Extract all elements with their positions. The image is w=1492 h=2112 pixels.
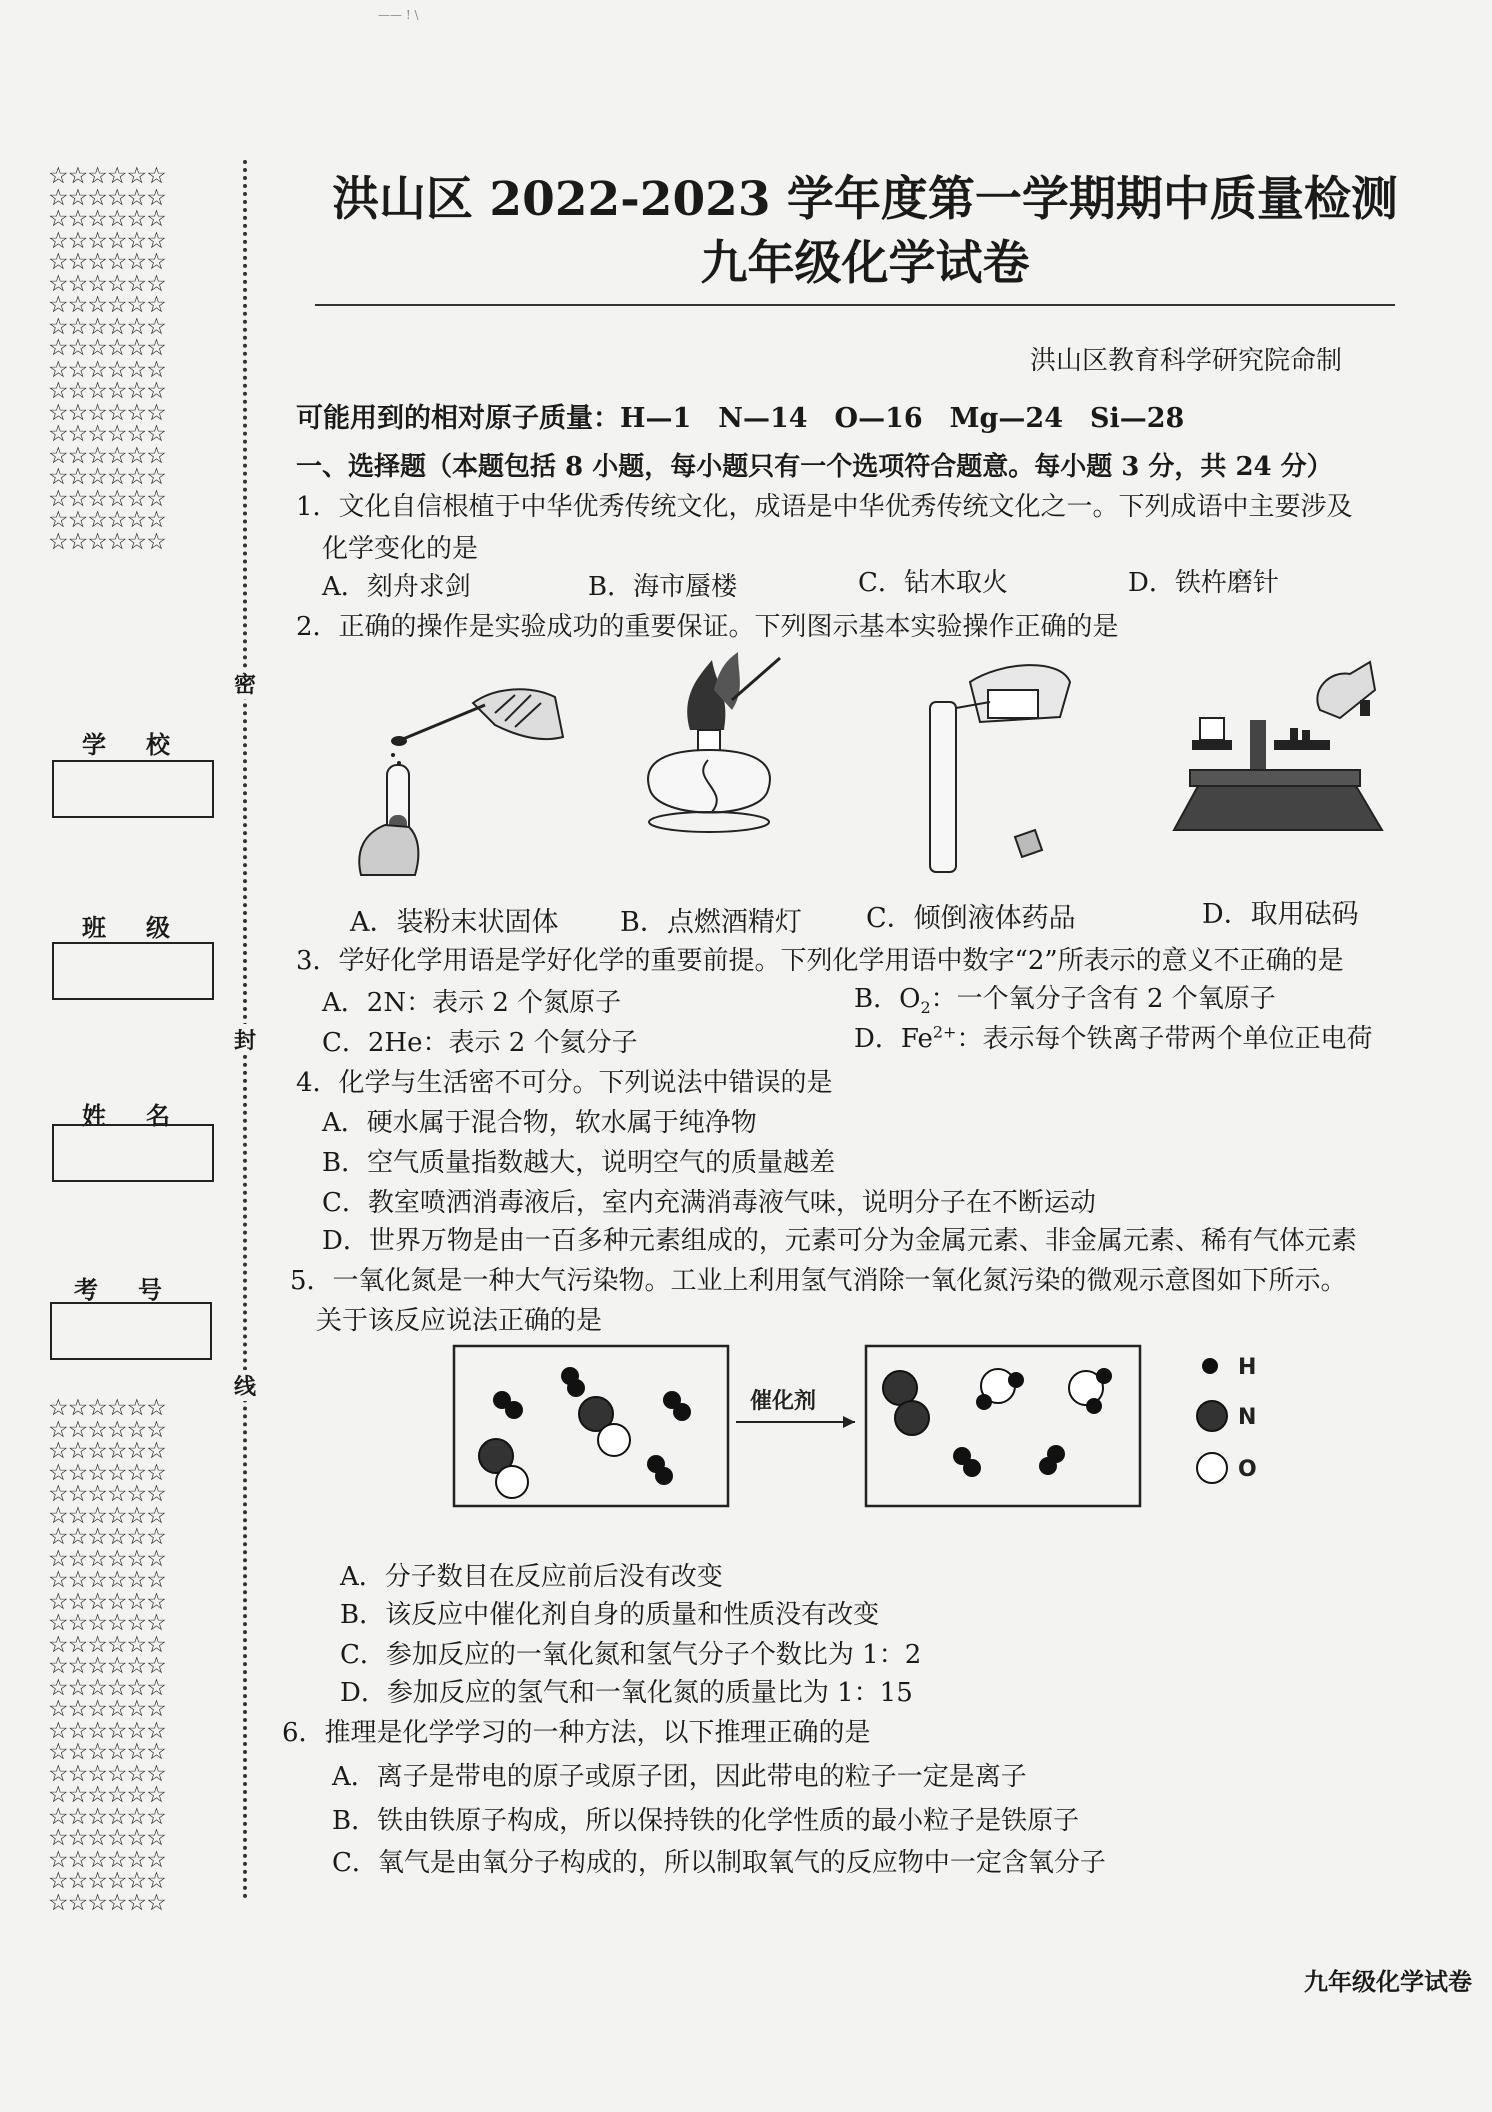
school-label: 学校 bbox=[82, 730, 210, 759]
q6-option-a: A．离子是带电的原子或原子团，因此带电的粒子一定是离子 bbox=[332, 1762, 1027, 1792]
exam-number-field[interactable] bbox=[50, 1302, 212, 1360]
catalyst-label: 催化剂 bbox=[750, 1389, 817, 1414]
atomic-masses: 可能用到的相对原子质量：H—1 N—14 O—16 Mg—24 Si—28 bbox=[296, 403, 1185, 434]
page-footer: 九年级化学试卷 bbox=[1304, 1967, 1472, 1996]
star-pattern-top: ☆☆☆☆☆☆ ☆☆☆☆☆☆ ☆☆☆☆☆☆ ☆☆☆☆☆☆ ☆☆☆☆☆☆ ☆☆☆☆☆☆ ☆☆☆☆☆☆ ☆☆☆☆☆☆ ☆☆☆☆☆☆ ☆☆☆☆☆☆ ☆☆☆☆☆☆ ☆☆☆☆☆☆ ☆☆☆☆☆☆ ☆☆☆☆☆☆ ☆☆☆☆☆☆ ☆☆☆☆☆☆ ☆☆☆☆☆☆ ☆☆☆☆☆☆ bbox=[48, 163, 166, 555]
powder-loading-figure bbox=[355, 665, 575, 880]
q6-stem: 6．推理是化学学习的一种方法，以下推理正确的是 bbox=[282, 1718, 871, 1748]
legend-o: O bbox=[1238, 1457, 1257, 1482]
balance-figure bbox=[1170, 660, 1390, 860]
exam-number-label: 考号 bbox=[74, 1275, 202, 1304]
seal-char-feng: 封 bbox=[234, 1024, 256, 1055]
q1-stem-line1: 1．文化自信根植于中华优秀传统文化，成语是中华优秀传统文化之一。下列成语中主要涉及 bbox=[296, 492, 1353, 522]
q3-stem: 3．学好化学用语是学好化学的重要前提。下列化学用语中数字“2”所表示的意义不正确的是 bbox=[296, 946, 1344, 976]
q2-caption-b: B．点燃酒精灯 bbox=[620, 907, 802, 938]
seal-char-mi: 密 bbox=[234, 668, 256, 699]
oxygen-atom-icon bbox=[1197, 1453, 1227, 1483]
q2-caption-c: C．倾倒液体药品 bbox=[866, 903, 1076, 934]
seal-char-xian: 线 bbox=[234, 1370, 256, 1401]
q4-stem: 4．化学与生活密不可分。下列说法中错误的是 bbox=[296, 1068, 833, 1098]
legend-h: H bbox=[1238, 1355, 1257, 1380]
class-field[interactable] bbox=[52, 942, 214, 1000]
alcohol-lamp-figure bbox=[620, 640, 800, 880]
q6-option-b: B．铁由铁原子构成，所以保持铁的化学性质的最小粒子是铁原子 bbox=[332, 1806, 1080, 1836]
name-label: 姓名 bbox=[82, 1101, 210, 1130]
q2-stem: 2．正确的操作是实验成功的重要保证。下列图示基本实验操作正确的是 bbox=[296, 612, 1119, 642]
star-pattern-bottom: ☆☆☆☆☆☆ ☆☆☆☆☆☆ ☆☆☆☆☆☆ ☆☆☆☆☆☆ ☆☆☆☆☆☆ ☆☆☆☆☆☆ ☆☆☆☆☆☆ ☆☆☆☆☆☆ ☆☆☆☆☆☆ ☆☆☆☆☆☆ ☆☆☆☆☆☆ ☆☆☆☆☆☆ ☆☆☆☆☆☆ ☆☆☆☆☆☆ ☆☆☆☆☆☆ ☆☆☆☆☆☆ ☆☆☆☆☆☆ ☆☆☆☆☆☆ ☆☆☆☆☆☆ ☆☆☆☆☆☆ ☆☆☆☆☆☆ ☆☆☆☆☆☆ ☆☆☆☆☆☆ ☆☆☆☆☆☆ bbox=[48, 1395, 166, 1916]
q1-option-a: A．刻舟求剑 bbox=[322, 572, 471, 602]
q3-option-d: D．$Fe^{2+}$：表示每个铁离子带两个单位正电荷 bbox=[854, 1022, 1373, 1054]
q1-option-d: D．铁杵磨针 bbox=[1128, 568, 1279, 598]
legend-n: N bbox=[1238, 1405, 1257, 1430]
q5-stem-line1: 5．一氧化氮是一种大气污染物。工业上利用氢气消除一氧化氮污染的微观示意图如下所示。 bbox=[290, 1266, 1347, 1296]
q3-option-c: C．2He：表示 2 个氦分子 bbox=[322, 1028, 638, 1058]
q3-option-b: B．$O_2$：一个氧分子含有 2 个氧原子 bbox=[854, 984, 1276, 1018]
q6-option-c: C．氧气是由氧分子构成的，所以制取氧气的反应物中一定含氧分子 bbox=[332, 1848, 1106, 1878]
q5-stem-line2: 关于该反应说法正确的是 bbox=[316, 1306, 603, 1336]
issuer: 洪山区教育科学研究院命制 bbox=[1030, 346, 1343, 376]
q4-option-b: B．空气质量指数越大，说明空气的质量越差 bbox=[322, 1148, 836, 1178]
pouring-liquid-figure bbox=[910, 652, 1110, 877]
q5-option-b: B．该反应中催化剂自身的质量和性质没有改变 bbox=[340, 1600, 880, 1630]
q2-caption-d: D．取用砝码 bbox=[1202, 899, 1359, 930]
q1-stem-line2: 化学变化的是 bbox=[322, 534, 479, 564]
reaction-diagram bbox=[450, 1340, 1300, 1520]
q1-option-b: B．海市蜃楼 bbox=[588, 572, 738, 602]
page-subtitle: 九年级化学试卷 bbox=[700, 236, 1030, 291]
section-heading: 一、选择题（本题包括 8 小题，每小题只有一个选项符合题意。每小题 3 分，共 24 分） bbox=[296, 452, 1333, 482]
name-field[interactable] bbox=[52, 1124, 214, 1182]
arrow-icon bbox=[843, 1416, 855, 1428]
school-field[interactable] bbox=[52, 760, 214, 818]
hydrogen-atom-icon bbox=[1202, 1358, 1218, 1374]
q4-option-d: D．世界万物是由一百多种元素组成的，元素可分为金属元素、非金属元素、稀有气体元素 bbox=[322, 1226, 1357, 1256]
nitrogen-atom-icon bbox=[1197, 1401, 1227, 1431]
class-label: 班级 bbox=[82, 913, 210, 942]
q2-caption-a: A．装粉末状固体 bbox=[350, 907, 559, 938]
q4-option-c: C．教室喷洒消毒液后，室内充满消毒液气味，说明分子在不断运动 bbox=[322, 1188, 1096, 1218]
q5-option-d: D．参加反应的氢气和一氧化氮的质量比为 1：15 bbox=[340, 1678, 913, 1708]
q1-option-c: C．钻木取火 bbox=[858, 568, 1008, 598]
q3-option-a: A．2N：表示 2 个氮原子 bbox=[322, 988, 622, 1018]
scan-mark: —— ! \ bbox=[378, 8, 419, 22]
q5-option-c: C．参加反应的一氧化氮和氢气分子个数比为 1：2 bbox=[340, 1640, 922, 1670]
title-rule bbox=[315, 304, 1395, 306]
page-title: 洪山区 2022-2023 学年度第一学期期中质量检测 bbox=[332, 172, 1398, 227]
q4-option-a: A．硬水属于混合物，软水属于纯净物 bbox=[322, 1108, 757, 1138]
q5-option-a: A．分子数目在反应前后没有改变 bbox=[340, 1562, 723, 1592]
